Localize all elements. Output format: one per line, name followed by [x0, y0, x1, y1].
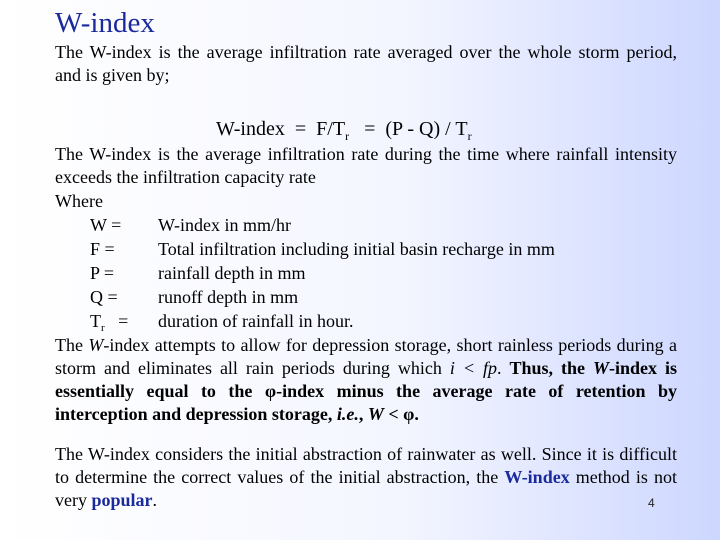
definition-text: duration of rainfall in hour. — [158, 311, 354, 331]
definition-symbol-base: T — [90, 311, 101, 331]
text-run-bold: Thus, the — [509, 358, 593, 378]
definition-symbol-equals: = — [118, 311, 129, 331]
where-label: Where — [55, 191, 103, 211]
text-run: . — [152, 490, 158, 510]
page-number: 4 — [648, 496, 655, 510]
text-run: . — [496, 358, 510, 378]
text-run-bold: -index is essentially equal to the φ-index minus the average rate of retention by interception and depression storage, — [55, 358, 678, 424]
highlight-popular: popular — [91, 490, 153, 510]
text-run-italic: i < fp — [449, 358, 497, 378]
text-run-bold: < φ. — [383, 404, 419, 424]
definition-symbol: W = — [90, 215, 122, 235]
text-run-italic: W — [88, 335, 104, 355]
definition-symbol: Q = — [90, 287, 118, 307]
definition-paragraph: The W-index is the average infiltration rate during the time where rainfall intensity exceeds the infiltration capacity rate — [55, 144, 677, 187]
formula-rhs: (P - Q) / T — [385, 118, 468, 140]
definition-symbol-subscript: r — [101, 322, 105, 334]
intro-paragraph: The W-index is the average infiltration rate averaged over the whole storm period, and is given by; — [55, 42, 677, 85]
text-run-bold: , — [358, 404, 368, 424]
text-run: -index attempts to allow for depression storage, short rainless periods during a storm and eliminates all rain periods during which — [55, 335, 677, 378]
formula-equals-1: = — [294, 118, 307, 140]
text-run-bold-italic: i.e. — [336, 404, 359, 424]
definition-symbol: F = — [90, 239, 115, 259]
formula-middle: F/T — [316, 118, 346, 140]
definition-text: W-index in mm/hr — [158, 215, 291, 235]
definition-symbol: P = — [90, 263, 114, 283]
text-run-bold-italic: W — [367, 404, 384, 424]
explanation-paragraph — [55, 334, 677, 426]
text-run: The — [55, 335, 89, 355]
text-run-bold-italic: W — [593, 358, 610, 378]
highlight-w-index: W-index — [504, 467, 570, 487]
definition-text: Total infiltration including initial basin recharge in mm — [158, 239, 555, 259]
formula-middle-subscript: r — [345, 129, 350, 143]
definition-text: runoff depth in mm — [158, 287, 299, 307]
text-run: The W-index considers the initial abstraction of rainwater as well. Since it is difficult to determine the correct values of the initial abstraction, the — [55, 444, 677, 487]
formula-equals-2: = — [364, 118, 376, 140]
formula-lhs: W-index — [216, 118, 285, 140]
slide-title: W-index — [55, 7, 155, 39]
closing-paragraph — [55, 443, 677, 512]
formula-rhs-subscript: r — [467, 129, 472, 143]
text-run: method is not very — [55, 467, 678, 510]
definition-text: rainfall depth in mm — [158, 263, 306, 283]
